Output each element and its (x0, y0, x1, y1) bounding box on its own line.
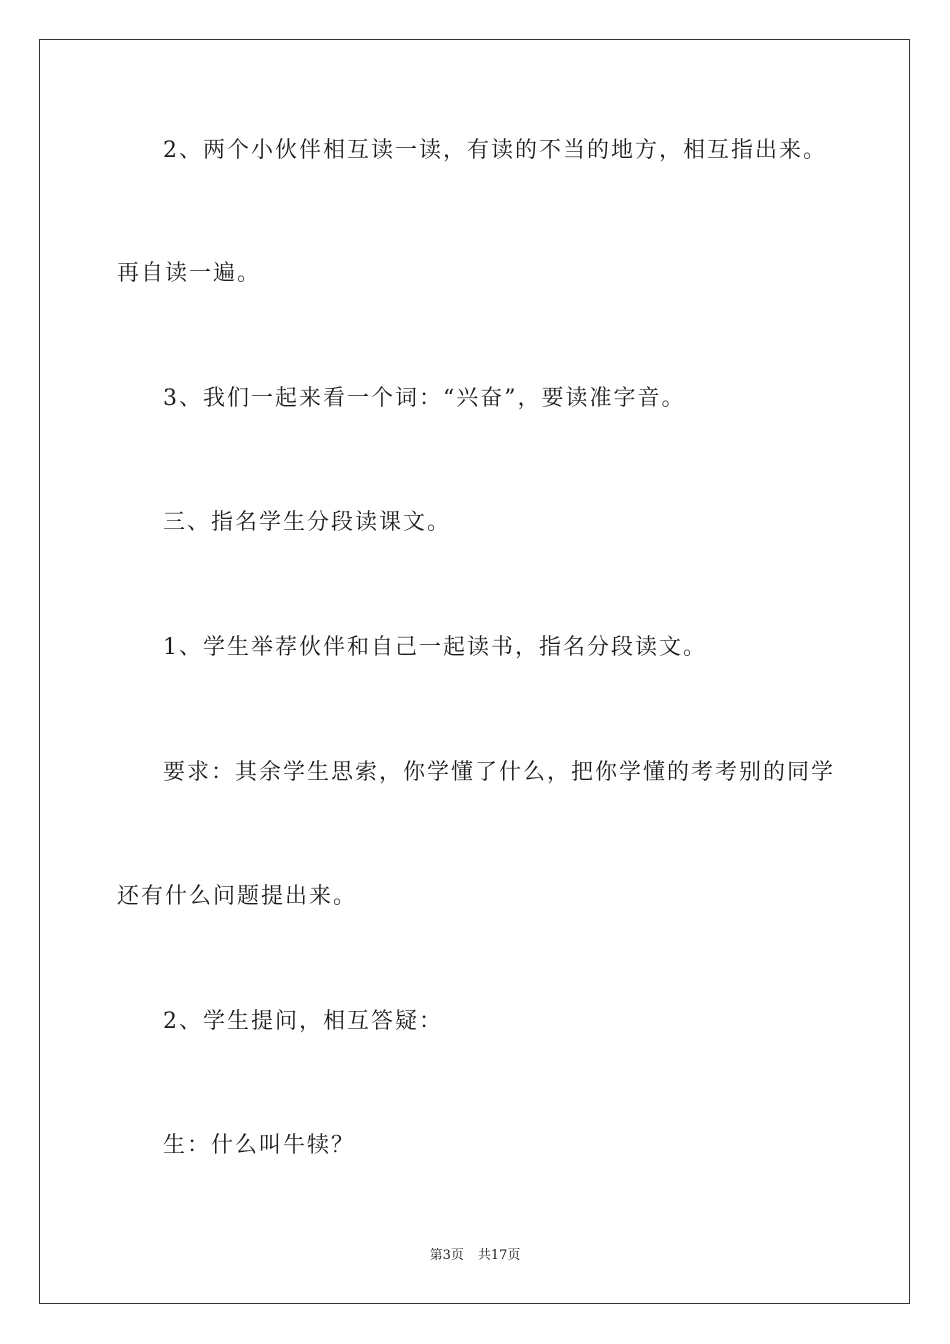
paragraph-line: 2、学生提问，相互答疑： (163, 1009, 443, 1034)
page-border (39, 39, 910, 1304)
paragraph-line: 要求：其余学生思索，你学懂了什么，把你学懂的考考别的同学 (163, 760, 836, 785)
paragraph-line: 再自读一遍。 (117, 261, 262, 286)
paragraph-line: 3、我们一起来看一个词：“兴奋”，要读准字音。 (163, 386, 686, 411)
paragraph-line: 还有什么问题提出来。 (117, 884, 358, 909)
page-number: 第3页 (429, 1248, 464, 1263)
paragraph-line: 1、学生举荐伙伴和自己一起读书，指名分段读文。 (163, 635, 707, 660)
paragraph-line: 2、两个小伙伴相互读一读，有读的不当的地方，相互指出来。 (163, 138, 827, 163)
page-footer (0, 1247, 950, 1265)
paragraph-line: 三、指名学生分段读课文。 (163, 510, 452, 535)
paragraph-line: 生：什么叫牛犊？ (163, 1133, 356, 1158)
page-total: 共17页 (477, 1248, 521, 1263)
